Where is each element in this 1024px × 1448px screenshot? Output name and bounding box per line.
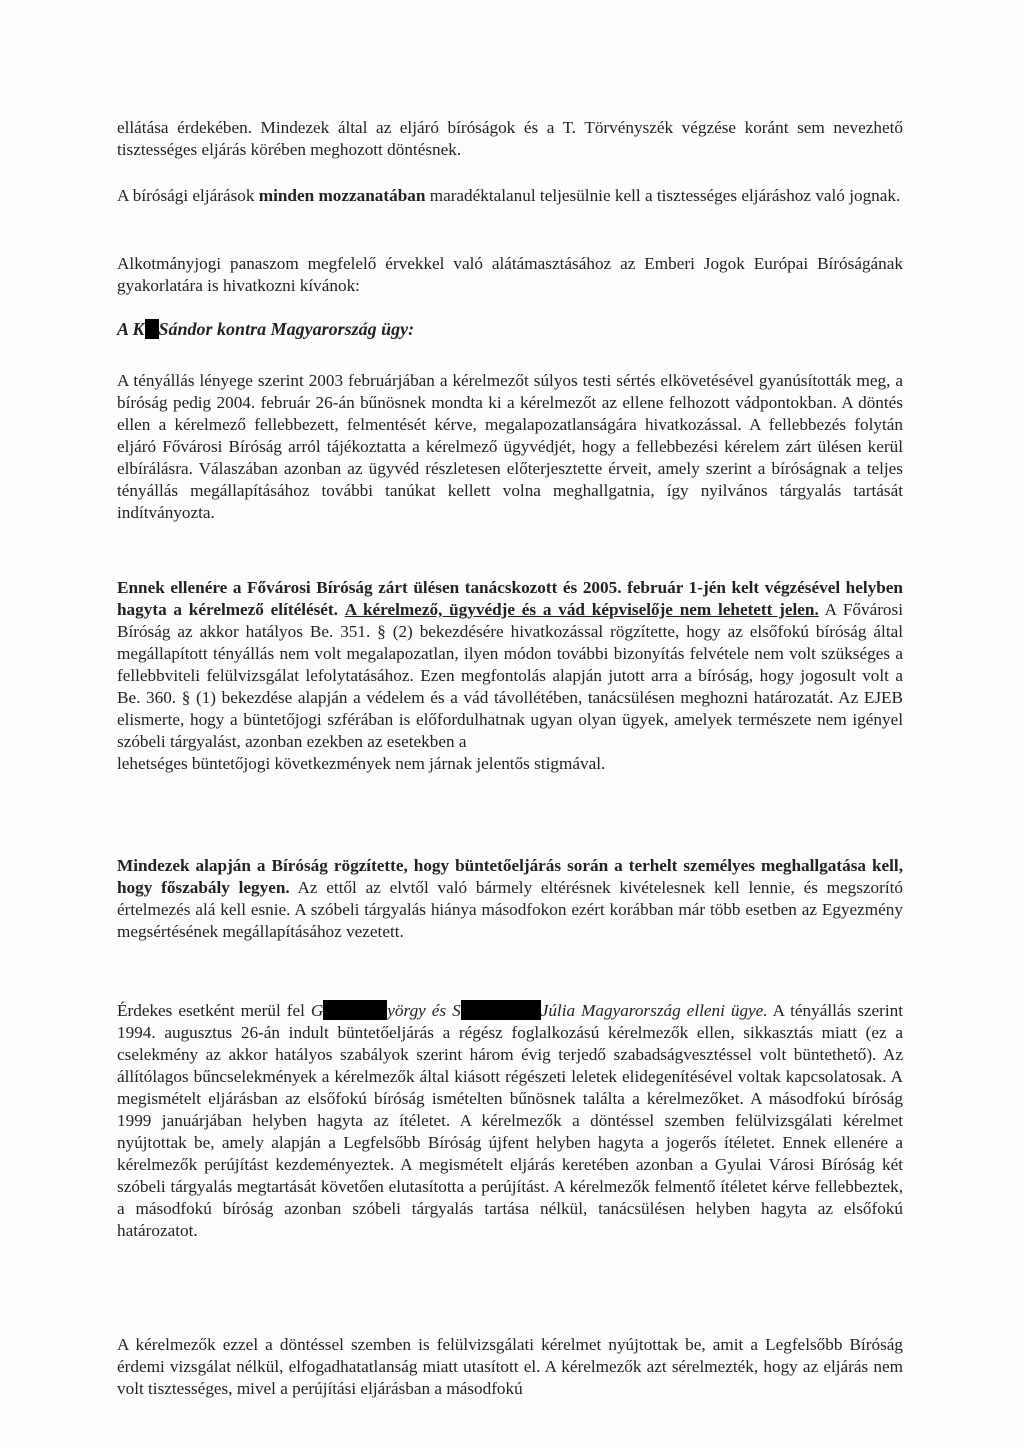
case-heading-1-start: A K xyxy=(117,319,145,339)
paragraph-2-bold: minden mozzanatában xyxy=(258,186,426,205)
paragraph-5-body: A Fővárosi Bíróság az akkor hatályos Be. 351. § (2) bekezdésére hivatkozással rögzítette, hogy az elsőfokú bíróság által megállapított tényállás nem volt megalapozatlan, ilyen módon további bizonyítás felvétele nem volt szükséges a fellebbviteli felülvizsgálat lefolytatásához. Ezen megfontolás alapján jutott arra a bíróság, hogy jogosult volt a Be. 360. § (1) bekezdése alapján a védelem és a vád távollétében, tanácsülésen meghozni határozatát. Az EJEB elismerte, hogy a büntetőjogi szférában is előfordulhatnak ugyan olyan ügyek, amelyek természete nem igényel szóbeli tárgyalást, azonban ezekben az esetekben a xyxy=(117,600,903,751)
paragraph-6 xyxy=(117,855,903,943)
paragraph-3 xyxy=(117,253,903,297)
redaction-bar xyxy=(323,1000,387,1020)
paragraph-4-text: A tényállás lényege szerint 2003 februárjában a kérelmezőt súlyos testi sértés elkövetésével gyanúsították meg, a bíróság pedig 2004. február 26-án bűnösnek mondta ki a kérelmezőt az ellene felhozott vádpontokban. A döntés ellen a kérelmező fellebbezett, felmentését kérve, megalapozatlanságára hivatkozással. A fellebbezés folytán eljáró Fővárosi Bíróság arról tájékoztatta a kérelmező ügyvédjét, hogy a fellebbezési kérelem zárt ülésen kerül elbírálásra. Válaszában azonban az ügyvéd részletesen előterjesztette érveit, amely szerint a bíróságnak a teljes tényállás megállapításához további tanúkat kellett volna meghallgatnia, így nyilvános tárgyalás tartását indítványozta. xyxy=(117,371,903,522)
paragraph-8 xyxy=(117,1334,903,1400)
paragraph-1-text: ellátása érdekében. Mindezek által az eljáró bíróságok és a T. Törvényszék végzése koránt sem nevezhető tisztességes eljárás körében meghozott döntésnek. xyxy=(117,118,903,159)
paragraph-7-name-2: yörgy és S xyxy=(387,1001,461,1020)
paragraph-7-case-title: Júlia Magyarország elleni ügye. xyxy=(540,1001,768,1020)
paragraph-5-bold-underlined: A kérelmező, ügyvédje és a vád képviselője nem lehetett jelen. xyxy=(344,600,819,619)
paragraph-2-end: maradéktalanul teljesülnie kell a tisztességes eljáráshoz való jognak. xyxy=(425,186,901,205)
paragraph-7 xyxy=(117,1000,903,1242)
paragraph-5-bold: Ennek ellenére a Fővárosi Bíróság zárt ülésen tanácskozott és 2005. február 1-jén kelt végzésével helyben hagyta a kérelmező elítélését. xyxy=(117,578,903,619)
paragraph-1 xyxy=(117,117,903,161)
paragraph-5 xyxy=(117,577,903,775)
paragraph-7-start: Érdekes esetként merül fel xyxy=(117,1001,311,1020)
paragraph-2 xyxy=(117,185,903,207)
paragraph-2-start: A bírósági eljárások xyxy=(117,186,259,205)
paragraph-7-body: A tényállás szerint 1994. augusztus 26-án indult büntetőeljárás a régész foglalkozású kérelmezők ellen, sikkasztás miatt (ez a cselekmény az akkor hatályos szabályok szerint három évig terjedő szabadságvesztéssel volt büntethető). Az állítólagos bűncselekmények a kérelmezők által kiásott régészeti leletek elidegenítésével voltak kapcsolatosak. A megismételt eljárásban az elsőfokú bíróság ismételten bűnösnek találta a kérelmezőket. A másodfokú bíróság 1999 januárjában helyben hagyta az ítéletet. A kérelmezők a döntéssel szemben felülvizsgálati kérelmet nyújtottak be, amely alapján a Legfelsőbb Bíróság újfent helyben hagyta a jogerős ítéletet. Ennek ellenére a kérelmezők perújítást kezdeményeztek. A megismételt eljárás keretében azonban a Gyulai Városi Bíróság két szóbeli tárgyalás megtartását követően elutasította a perújítást. A kérelmezők felmentő ítéletet kérve fellebbeztek, a másodfokú bíróság azonban szóbeli tárgyalás tartása nélkül, tanácsülésen helyben hagyta az elsőfokú határozatot. xyxy=(117,1001,904,1240)
paragraph-5-last-line: lehetséges büntetőjogi következmények nem járnak jelentős stigmával. xyxy=(117,754,606,773)
case-heading-1-end: Sándor kontra Magyarország ügy: xyxy=(158,319,415,339)
redaction-bar xyxy=(145,319,159,339)
paragraph-7-name-1: G xyxy=(310,1001,324,1020)
paragraph-8-text: A kérelmezők ezzel a döntéssel szemben is felülvizsgálati kérelmet nyújtottak be, amit a Legfelsőbb Bíróság érdemi vizsgálat nélkül, elfogadhatatlanság miatt utasított el. A kérelmezők azt sérelmezték, hogy az eljárás nem volt tisztességes, mivel a perújítási eljárásban a másodfokú xyxy=(117,1335,903,1398)
redaction-bar xyxy=(461,1000,541,1020)
paragraph-6-bold: Mindezek alapján a Bíróság rögzítette, hogy büntetőeljárás során a terhelt személyes meghallgatása kell, hogy főszabály legyen. xyxy=(117,856,903,897)
paragraph-6-body: Az ettől az elvtől való bármely eltérésnek kivételesnek kell lennie, és megszorító értelmezés alá kell esnie. A szóbeli tárgyalás hiánya másodfokon ezért korábban már több esetben az Egyezmény megsértésének megállapításához vezetett. xyxy=(117,878,904,941)
case-heading-1 xyxy=(117,318,903,340)
paragraph-4 xyxy=(117,370,903,524)
paragraph-3-text: Alkotmányjogi panaszom megfelelő érvekkel való alátámasztásához az Emberi Jogok Európai Bíróságának gyakorlatára is hivatkozni kívánok: xyxy=(117,254,903,295)
